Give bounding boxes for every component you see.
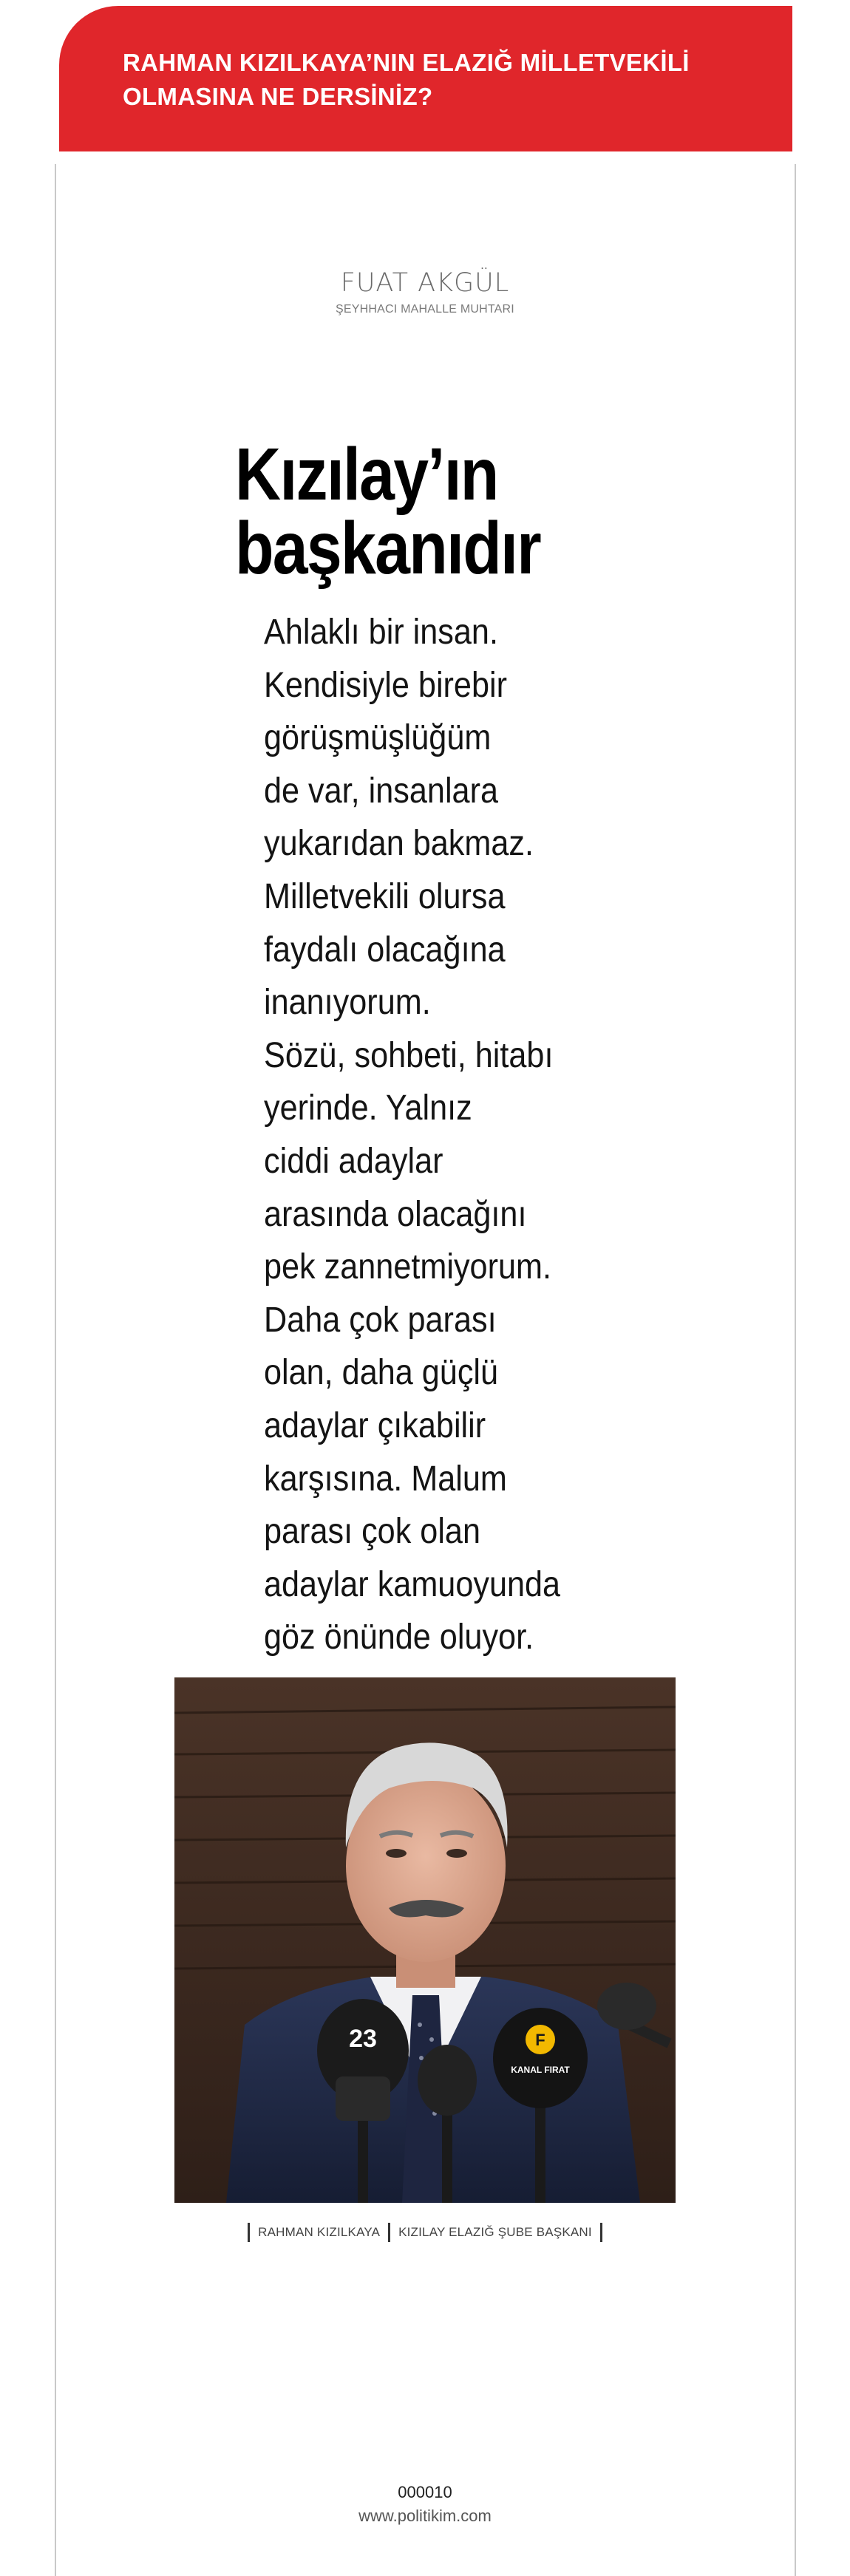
author-name: FUAT AKGÜL	[340, 268, 510, 298]
body-line: de var, insanlara	[264, 771, 498, 811]
caption-name: RAHMAN KIZILKAYA	[258, 2225, 381, 2239]
article-title-line: Kızılay’ın	[235, 433, 498, 516]
body-line: olan, daha güçlü	[264, 1353, 499, 1393]
page-footer	[0, 2481, 850, 2529]
body-line: Daha çok parası	[264, 1300, 497, 1340]
article-title	[235, 433, 591, 590]
portrait-photo	[174, 1677, 676, 2203]
body-line: Ahlaklı bir insan.	[264, 613, 498, 652]
body-line: Milletvekili olursa	[264, 876, 506, 916]
body-line: parası çok olan	[264, 1512, 480, 1552]
page-number: 000010	[398, 2483, 452, 2501]
author-title: ŞEYHHACI MAHALLE MUHTARI	[336, 303, 514, 316]
photo-caption	[0, 2223, 850, 2242]
body-line: görüşmüşlüğüm	[264, 718, 492, 758]
caption-divider	[600, 2223, 602, 2242]
headline: RAHMAN KIZILKAYA’NIN ELAZIĞ MİLLETVEKİLİ OLMASINA NE DERSİNİZ?	[123, 49, 690, 110]
body-line: faydalı olacağına	[264, 930, 506, 970]
body-line: Kendisiyle birebir	[264, 665, 507, 705]
caption-divider	[388, 2223, 390, 2242]
left-frame-rule	[55, 164, 56, 2576]
body-line: arasında olacağını	[264, 1194, 527, 1234]
mic-label-letter: F	[535, 2031, 545, 2049]
caption-role: KIZILAY ELAZIĞ ŞUBE BAŞKANI	[398, 2225, 592, 2239]
body-line: yukarıdan bakmaz.	[264, 824, 534, 864]
site-url: www.politikim.com	[358, 2507, 492, 2525]
body-line: adaylar kamuoyunda	[264, 1564, 561, 1604]
header-banner	[59, 6, 792, 151]
author-block	[0, 266, 850, 316]
body-line: pek zannetmiyorum.	[264, 1247, 551, 1287]
right-eye	[446, 1849, 467, 1858]
left-eye	[386, 1849, 407, 1858]
body-line: ciddi adaylar	[264, 1141, 443, 1181]
mic-label-station: KANAL FIRAT	[511, 2065, 570, 2075]
body-line: göz önünde oluyor.	[264, 1618, 534, 1657]
body-line: inanıyorum.	[264, 983, 431, 1023]
article-body	[264, 606, 561, 1664]
body-line: Sözü, sohbeti, hitabı	[264, 1035, 554, 1075]
right-frame-rule	[795, 164, 796, 2576]
body-line: adaylar çıkabilir	[264, 1405, 486, 1445]
caption-divider	[248, 2223, 250, 2242]
body-line: yerinde. Yalnız	[264, 1088, 472, 1128]
article-title-line: başkanıdır	[235, 507, 540, 590]
portrait-illustration	[174, 1677, 676, 2203]
mic-label-channel: 23	[349, 2025, 377, 2053]
body-line: karşısına. Malum	[264, 1459, 507, 1499]
